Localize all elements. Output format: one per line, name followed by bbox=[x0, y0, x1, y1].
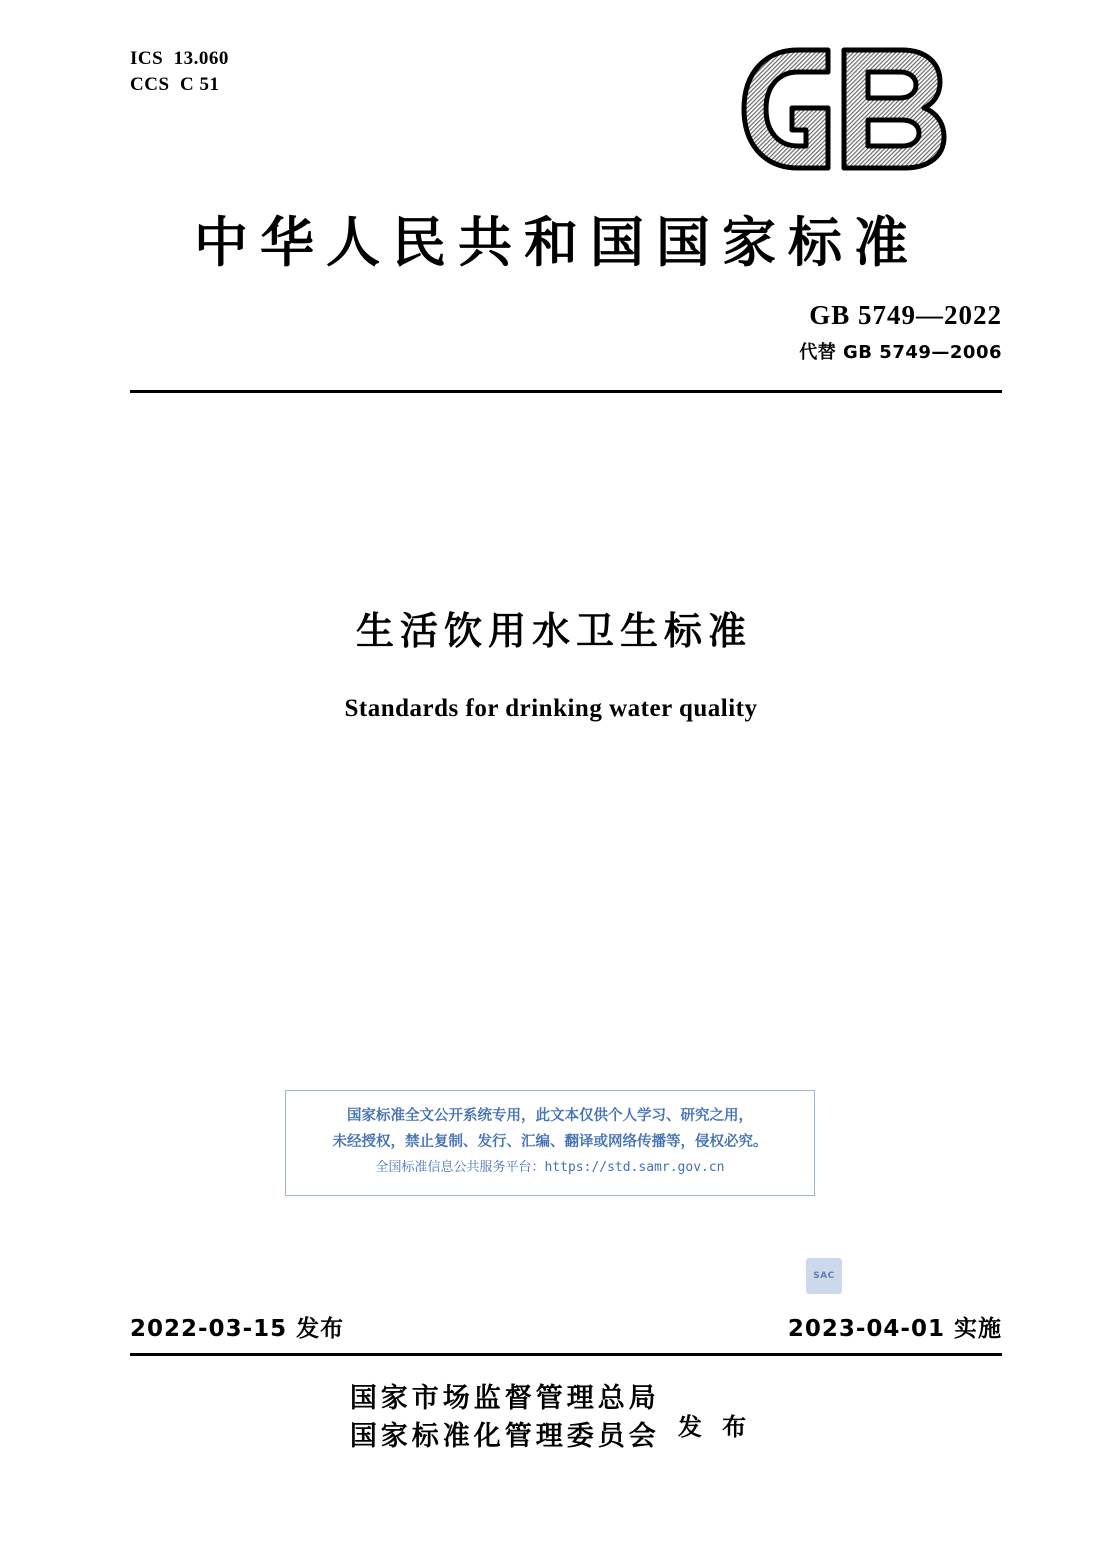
classification-codes bbox=[130, 46, 229, 98]
usage-notice-box bbox=[285, 1090, 815, 1196]
replaces-standard: 代替 GB 5749—2006 bbox=[799, 342, 1002, 363]
effective-date: 2023-04-01 实施 bbox=[787, 1316, 1002, 1342]
issuer-line-2: 国家标准化管理委员会 bbox=[349, 1421, 660, 1452]
notice-line-2: 未经授权，禁止复制、发行、汇编、翻译或网络传播等，侵权必究。 bbox=[332, 1134, 768, 1150]
issuer-block bbox=[0, 1380, 1102, 1456]
divider-bottom bbox=[130, 1353, 1002, 1356]
notice-line-1: 国家标准全文公开系统专用，此文本仅供个人学习、研究之用， bbox=[347, 1108, 753, 1124]
divider-top bbox=[130, 390, 1002, 393]
gb-emblem-icon bbox=[734, 44, 964, 174]
document-title-english: Standards for drinking water quality bbox=[344, 695, 758, 722]
ics-code: ICS 13.060 bbox=[130, 48, 229, 69]
issuer-verb: 发 布 bbox=[677, 1412, 753, 1441]
standard-number: GB 5749—2022 bbox=[809, 300, 1002, 330]
notice-platform-url: 全国标准信息公共服务平台：https://std.samr.gov.cn bbox=[375, 1160, 725, 1175]
issuer-line-1: 国家市场监督管理总局 bbox=[349, 1383, 660, 1414]
document-title-chinese: 生活饮用水卫生标准 bbox=[355, 609, 752, 653]
ccs-code: CCS C 51 bbox=[130, 74, 220, 95]
issue-date: 2022-03-15 发布 bbox=[130, 1316, 345, 1342]
issuer-names bbox=[350, 1380, 660, 1456]
page-title: 中华人民共和国国家标准 bbox=[194, 211, 920, 274]
sac-seal-icon: SAC bbox=[806, 1258, 842, 1294]
